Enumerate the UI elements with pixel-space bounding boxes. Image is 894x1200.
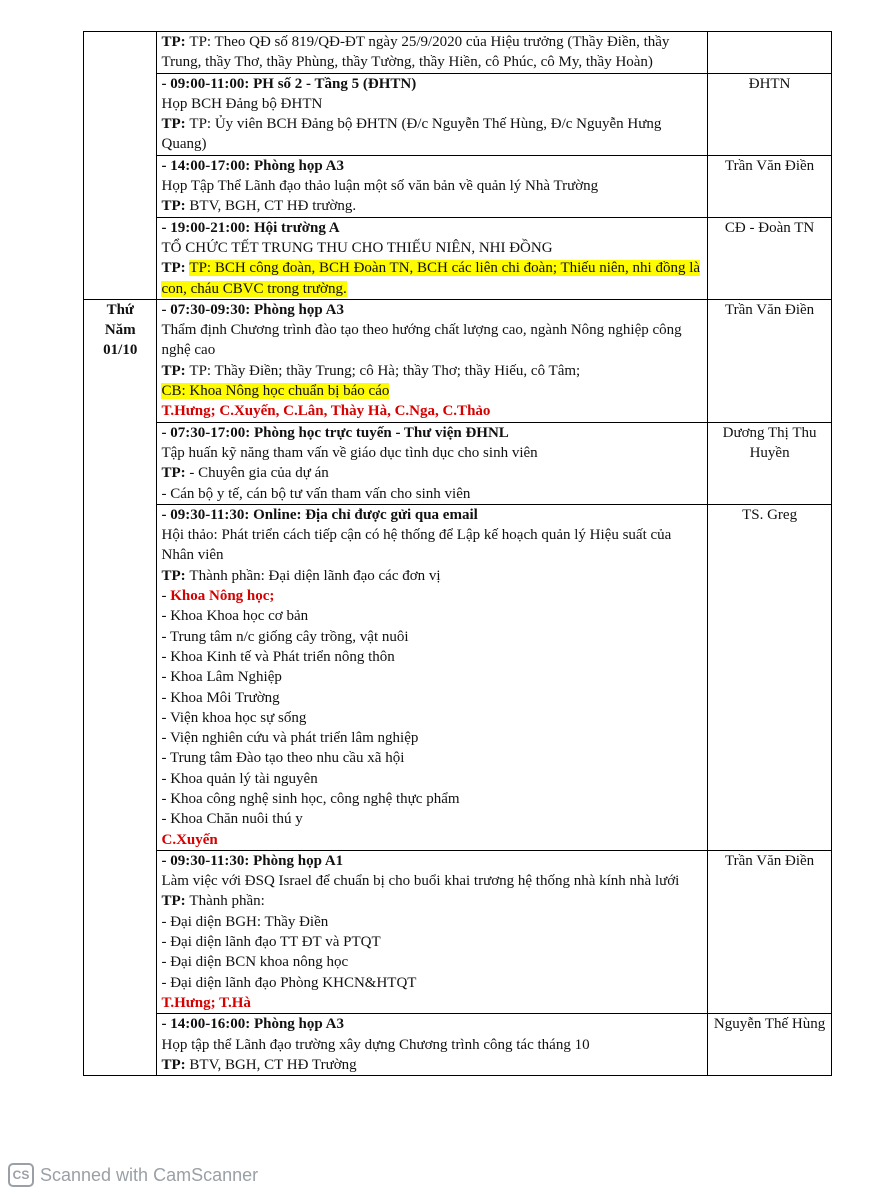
attendee-highlight: T.Hưng; C.Xuyến, C.Lân, Thày Hà, C.Nga, C.Thảo (161, 403, 491, 420)
day-label: Thứ (106, 301, 134, 318)
event-line (161, 484, 703, 504)
event-line (161, 667, 703, 687)
day-label: 01/10 (103, 342, 138, 359)
event-content-cell (157, 422, 708, 504)
event-text: TP: (161, 362, 190, 379)
event-line (161, 361, 703, 381)
event-text: - Khoa Khoa học cơ bản (161, 608, 309, 625)
event-host-cell: Nguyễn Thế Hùng (708, 1014, 832, 1076)
schedule-row (84, 1014, 832, 1076)
event-text: TP: Theo QĐ số 819/QĐ-ĐT ngày 25/9/2020 của Hiệu trưởng (Thầy Điền, thầy Trung, thầy Thơ, thầy Phùng, thầy Tường, thầy Hiền, cô Phúc, cô My, thầy Hoàn) (161, 34, 670, 71)
event-line (161, 748, 703, 768)
event-text: - Khoa Lâm Nghiệp (161, 669, 282, 686)
event-time-location (161, 218, 703, 238)
event-content-cell (157, 155, 708, 217)
event-time-location (161, 300, 703, 320)
event-line (161, 932, 703, 952)
event-text: - Viện khoa học sự sống (161, 709, 307, 726)
event-text: - 07:30-17:00: Phòng học trực tuyến - Thư viện ĐHNL (161, 424, 509, 441)
event-text: - Khoa Kinh tế và Phát triển nông thôn (161, 648, 395, 665)
event-line (161, 789, 703, 809)
schedule-row (84, 32, 832, 74)
event-host-cell: ĐHTN (708, 73, 832, 155)
event-content-cell (157, 299, 708, 422)
event-line (161, 463, 703, 483)
schedule-row (84, 299, 832, 422)
event-text: - (161, 588, 171, 605)
event-line (161, 566, 703, 586)
attendee-highlight: T.Hưng; T.Hà (161, 994, 251, 1011)
event-time-location (161, 156, 703, 176)
schedule-row (84, 217, 832, 299)
event-text: - Trung tâm Đào tạo theo nhu cầu xã hội (161, 750, 405, 767)
event-text: Thẩm định Chương trình đào tạo theo hướng chất lượng cao, ngành Nông nghiệp công nghệ cao (161, 322, 682, 359)
event-text: BTV, BGH, CT HĐ Trường (189, 1056, 357, 1073)
event-time-location (161, 851, 703, 871)
attendee-highlight: C.Xuyến (161, 831, 218, 848)
event-text: - Khoa quản lý tài nguyên (161, 770, 318, 787)
schedule-row (84, 504, 832, 850)
event-line (161, 196, 703, 216)
event-line (161, 94, 703, 114)
event-text: Thành phần: Đại diện lãnh đạo các đơn vị (189, 567, 441, 584)
event-line (161, 871, 703, 891)
event-line (161, 809, 703, 829)
event-text: - Khoa Môi Trường (161, 689, 280, 706)
event-text: - Đại diện lãnh đạo Phòng KHCN&HTQT (161, 974, 417, 991)
event-text: Thành phần: (189, 893, 265, 910)
event-line (161, 320, 703, 361)
event-content-cell (157, 217, 708, 299)
event-text: - Đại diện lãnh đạo TT ĐT và PTQT (161, 934, 381, 951)
event-text: - Viện nghiên cứu và phát triển lâm nghiệp (161, 730, 419, 747)
event-line (161, 769, 703, 789)
event-line (161, 728, 703, 748)
attendee-highlight: Khoa Nông học; (170, 588, 275, 605)
event-text: - 14:00-16:00: Phòng họp A3 (161, 1016, 344, 1033)
event-text: TP: (161, 198, 190, 215)
event-text: - 07:30-09:30: Phòng họp A3 (161, 301, 344, 318)
event-line (161, 993, 703, 1013)
event-time-location (161, 505, 703, 525)
event-text: TP: Ủy viên BCH Đảng bộ ĐHTN (Đ/c Nguyễn Thế Hùng, Đ/c Nguyễn Hưng Quang) (161, 116, 662, 153)
schedule-row (84, 422, 832, 504)
event-content-cell (157, 1014, 708, 1076)
event-text: - Chuyên gia của dự án (189, 465, 329, 482)
event-line (161, 114, 703, 155)
event-host-cell: Trần Văn Điền (708, 155, 832, 217)
event-text: TP: (161, 260, 190, 277)
event-host-cell: TS. Greg (708, 504, 832, 850)
day-cell-empty (84, 32, 157, 300)
event-content-cell (157, 32, 708, 74)
highlighted-text: TP: BCH công đoàn, BCH Đoàn TN, BCH các liên chi đoàn; Thiếu niên, nhi đồng là con, cháu CBVC trong trường. (161, 260, 701, 297)
event-text: Họp BCH Đảng bộ ĐHTN (161, 95, 323, 112)
event-text: - 14:00-17:00: Phòng họp A3 (161, 157, 344, 174)
event-time-location (161, 74, 703, 94)
event-line (161, 381, 703, 401)
event-text: TP: (161, 116, 190, 133)
schedule-body (84, 32, 832, 1076)
event-text: - Cán bộ y tế, cán bộ tư vấn tham vấn cho sinh viên (161, 485, 471, 502)
event-line (161, 443, 703, 463)
event-text: - Khoa công nghệ sinh học, công nghệ thực phẩm (161, 790, 460, 807)
event-text: Họp Tập Thể Lãnh đạo thảo luận một số văn bản về quản lý Nhà Trường (161, 178, 599, 195)
event-text: - Đại diện BCN khoa nông học (161, 954, 349, 971)
event-content-cell (157, 504, 708, 850)
event-text: TP: (161, 465, 190, 482)
event-line (161, 586, 703, 606)
event-line (161, 627, 703, 647)
event-text: - 19:00-21:00: Hội trường A (161, 219, 340, 236)
event-text: - 09:30-11:30: Online: Địa chỉ được gửi qua email (161, 506, 478, 523)
event-text: Hội thảo: Phát triển cách tiếp cận có hệ thống để Lập kế hoạch quản lý Hiệu suất của Nhân viên (161, 527, 672, 564)
event-line (161, 830, 703, 850)
event-time-location (161, 423, 703, 443)
event-text: Làm việc với ĐSQ Israel để chuẩn bị cho buổi khai trương hệ thống nhà kính nhà lưới (161, 873, 680, 890)
event-text: - Trung tâm n/c giống cây trồng, vật nuôi (161, 628, 409, 645)
event-line (161, 1035, 703, 1055)
highlighted-text: CB: Khoa Nông học chuẩn bị báo cáo (161, 383, 390, 400)
event-text: TP: (161, 893, 190, 910)
event-line (161, 525, 703, 566)
event-line (161, 708, 703, 728)
day-cell (84, 299, 157, 1075)
event-host-cell: Dương Thị Thu Huyền (708, 422, 832, 504)
event-text: Tập huấn kỹ năng tham vấn về giáo dục tình dục cho sinh viên (161, 444, 538, 461)
event-line (161, 176, 703, 196)
event-line (161, 401, 703, 421)
event-text: TP: (161, 34, 190, 50)
event-text: TP: (161, 567, 190, 584)
schedule-row (84, 850, 832, 1013)
event-text: BTV, BGH, CT HĐ trường. (189, 198, 357, 215)
event-text: TP: Thầy Điền; thầy Trung; cô Hà; thầy Thơ; thầy Hiếu, cô Tâm; (189, 362, 581, 379)
event-text: - Khoa Chăn nuôi thú y (161, 811, 303, 828)
event-time-location (161, 1014, 703, 1034)
event-text: TỔ CHỨC TẾT TRUNG THU CHO THIẾU NIÊN, NHI ĐỒNG (161, 239, 553, 256)
event-line (161, 1055, 703, 1075)
event-content-cell (157, 850, 708, 1013)
event-text: Họp tập thể Lãnh đạo trường xây dựng Chương trình công tác tháng 10 (161, 1036, 590, 1053)
day-label: Năm (104, 322, 136, 339)
event-text: - 09:00-11:00: PH số 2 - Tầng 5 (ĐHTN) (161, 75, 417, 92)
event-line (161, 891, 703, 911)
camscanner-watermark (8, 1162, 258, 1188)
event-line (161, 688, 703, 708)
event-line (161, 258, 703, 299)
event-text: - 09:30-11:30: Phòng họp A1 (161, 852, 344, 869)
event-line (161, 973, 703, 993)
schedule-row (84, 73, 832, 155)
event-host-cell: Trần Văn Điền (708, 299, 832, 422)
event-text: - Đại diện BGH: Thầy Điền (161, 913, 329, 930)
camscanner-logo-icon: CS (8, 1163, 34, 1187)
event-line (161, 912, 703, 932)
event-host-cell (708, 32, 832, 74)
camscanner-text: Scanned with CamScanner (40, 1164, 259, 1185)
schedule-table (83, 31, 832, 1076)
event-text: TP: (161, 1056, 190, 1073)
event-line (161, 647, 703, 667)
event-line (161, 238, 703, 258)
event-host-cell: CĐ - Đoàn TN (708, 217, 832, 299)
event-content-cell (157, 73, 708, 155)
schedule-row (84, 155, 832, 217)
event-time-location (161, 32, 703, 73)
event-line (161, 952, 703, 972)
event-line (161, 606, 703, 626)
event-host-cell: Trần Văn Điền (708, 850, 832, 1013)
